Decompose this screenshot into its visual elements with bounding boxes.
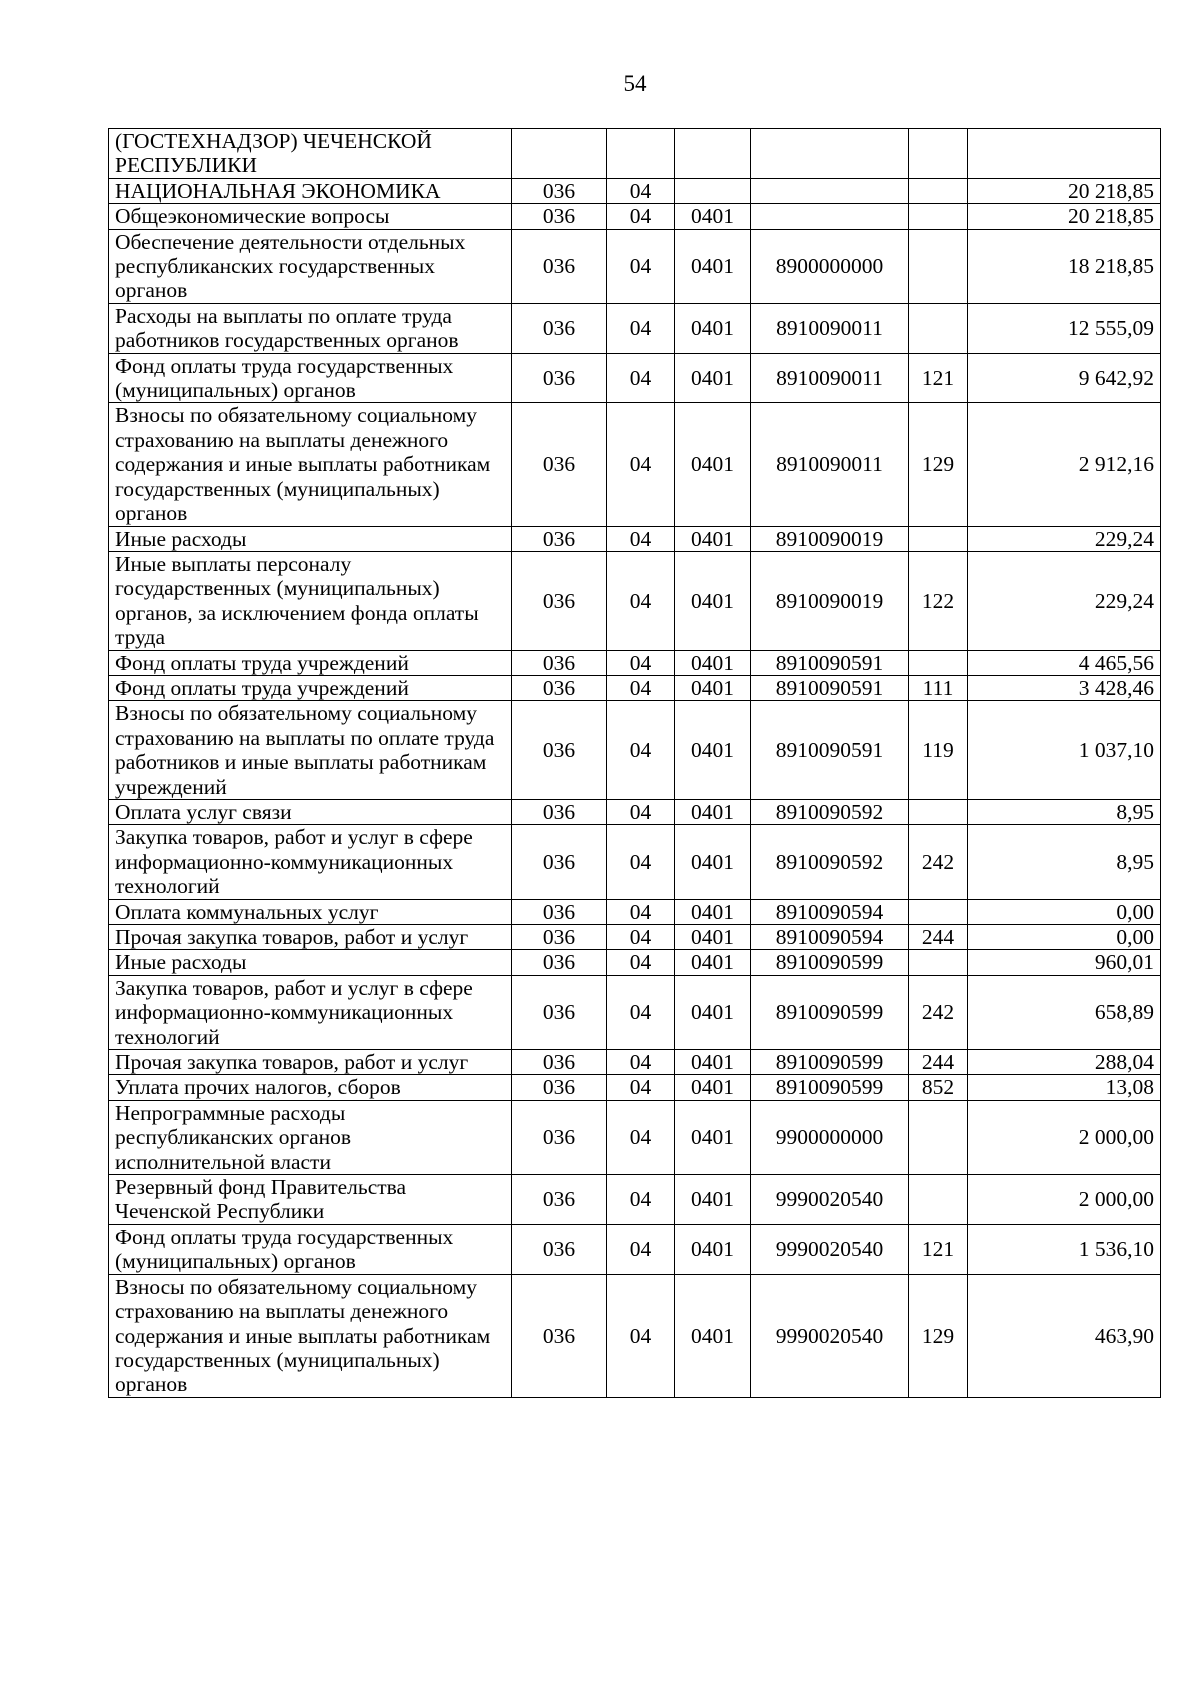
amount-cell: 229,24 — [968, 551, 1161, 650]
expense-type-cell — [909, 1175, 968, 1225]
target-article-cell: 9900000000 — [751, 1100, 909, 1174]
subsection-code-cell: 0401 — [675, 899, 751, 924]
section-code-cell: 04 — [607, 551, 675, 650]
ved-code-cell: 036 — [512, 353, 607, 403]
amount-cell: 0,00 — [968, 899, 1161, 924]
expense-type-cell: 111 — [909, 675, 968, 700]
target-article-cell: 8910090592 — [751, 825, 909, 899]
row-name-cell: Общеэкономические вопросы — [109, 204, 512, 229]
expense-type-cell — [909, 1100, 968, 1174]
section-code-cell: 04 — [607, 975, 675, 1049]
ved-code-cell: 036 — [512, 825, 607, 899]
table-row — [109, 1224, 1161, 1274]
subsection-code-cell: 0401 — [675, 204, 751, 229]
row-name-cell: Иные расходы — [109, 950, 512, 975]
section-code-cell: 04 — [607, 178, 675, 203]
row-name-cell: Оплата услуг связи — [109, 799, 512, 824]
subsection-code-cell: 0401 — [675, 303, 751, 353]
subsection-code-cell: 0401 — [675, 1100, 751, 1174]
table-row — [109, 701, 1161, 800]
expense-type-cell — [909, 899, 968, 924]
table-row — [109, 178, 1161, 203]
target-article-cell: 8910090599 — [751, 950, 909, 975]
expense-type-cell — [909, 950, 968, 975]
table-row — [109, 229, 1161, 303]
section-code-cell: 04 — [607, 353, 675, 403]
section-code-cell: 04 — [607, 204, 675, 229]
target-article-cell: 8910090011 — [751, 303, 909, 353]
expense-type-cell — [909, 650, 968, 675]
section-code-cell: 04 — [607, 799, 675, 824]
section-code-cell: 04 — [607, 650, 675, 675]
ved-code-cell: 036 — [512, 1175, 607, 1225]
row-name-cell: НАЦИОНАЛЬНАЯ ЭКОНОМИКА — [109, 178, 512, 203]
table-row — [109, 1175, 1161, 1225]
expense-type-cell: 122 — [909, 551, 968, 650]
table-row — [109, 975, 1161, 1049]
row-name-cell: Взносы по обязательному социальному страхованию на выплаты денежного содержания и иные выплаты работникам государственных (муниципальных) органов — [109, 1274, 512, 1397]
row-name-cell: Иные расходы — [109, 526, 512, 551]
expense-type-cell — [909, 178, 968, 203]
subsection-code-cell: 0401 — [675, 701, 751, 800]
table-row — [109, 403, 1161, 526]
section-code-cell: 04 — [607, 950, 675, 975]
ved-code-cell: 036 — [512, 675, 607, 700]
subsection-code-cell: 0401 — [675, 1274, 751, 1397]
row-name-cell: Расходы на выплаты по оплате труда работников государственных органов — [109, 303, 512, 353]
expense-type-cell: 119 — [909, 701, 968, 800]
amount-cell: 20 218,85 — [968, 178, 1161, 203]
subsection-code-cell: 0401 — [675, 825, 751, 899]
table-row — [109, 353, 1161, 403]
ved-code-cell: 036 — [512, 204, 607, 229]
amount-cell: 463,90 — [968, 1274, 1161, 1397]
target-article-cell — [751, 204, 909, 229]
ved-code-cell: 036 — [512, 799, 607, 824]
target-article-cell: 8910090011 — [751, 403, 909, 526]
ved-code-cell: 036 — [512, 1224, 607, 1274]
target-article-cell — [751, 178, 909, 203]
amount-cell: 1 037,10 — [968, 701, 1161, 800]
subsection-code-cell: 0401 — [675, 1224, 751, 1274]
section-code-cell: 04 — [607, 825, 675, 899]
section-code-cell: 04 — [607, 701, 675, 800]
expense-type-cell: 121 — [909, 353, 968, 403]
amount-cell: 288,04 — [968, 1050, 1161, 1075]
table-row — [109, 303, 1161, 353]
expense-type-cell: 244 — [909, 925, 968, 950]
target-article-cell: 8910090599 — [751, 1050, 909, 1075]
section-code-cell: 04 — [607, 229, 675, 303]
expense-type-cell: 242 — [909, 975, 968, 1049]
row-name-cell: Прочая закупка товаров, работ и услуг — [109, 925, 512, 950]
amount-cell: 8,95 — [968, 825, 1161, 899]
target-article-cell: 8900000000 — [751, 229, 909, 303]
amount-cell: 18 218,85 — [968, 229, 1161, 303]
subsection-code-cell: 0401 — [675, 925, 751, 950]
section-code-cell: 04 — [607, 675, 675, 700]
amount-cell: 2 912,16 — [968, 403, 1161, 526]
table-row — [109, 1075, 1161, 1100]
ved-code-cell: 036 — [512, 899, 607, 924]
target-article-cell: 9990020540 — [751, 1175, 909, 1225]
expense-type-cell — [909, 204, 968, 229]
row-name-cell: Фонд оплаты труда государственных (муниципальных) органов — [109, 1224, 512, 1274]
section-code-cell: 04 — [607, 1274, 675, 1397]
amount-cell: 13,08 — [968, 1075, 1161, 1100]
row-name-cell: Непрограммные расходы республиканских органов исполнительной власти — [109, 1100, 512, 1174]
amount-cell: 0,00 — [968, 925, 1161, 950]
amount-cell: 960,01 — [968, 950, 1161, 975]
row-name-cell: Взносы по обязательному социальному страхованию на выплаты по оплате труда работников и иные выплаты работникам учреждений — [109, 701, 512, 800]
section-code-cell: 04 — [607, 303, 675, 353]
ved-code-cell: 036 — [512, 650, 607, 675]
subsection-code-cell: 0401 — [675, 950, 751, 975]
ved-code-cell: 036 — [512, 229, 607, 303]
section-code-cell: 04 — [607, 925, 675, 950]
amount-cell: 12 555,09 — [968, 303, 1161, 353]
expense-type-cell — [909, 229, 968, 303]
subsection-code-cell: 0401 — [675, 1175, 751, 1225]
table-row — [109, 526, 1161, 551]
subsection-code-cell: 0401 — [675, 675, 751, 700]
table-row — [109, 551, 1161, 650]
expense-type-cell — [909, 129, 968, 179]
amount-cell: 4 465,56 — [968, 650, 1161, 675]
expense-type-cell: 244 — [909, 1050, 968, 1075]
table-row — [109, 825, 1161, 899]
table-row — [109, 1100, 1161, 1174]
amount-cell: 229,24 — [968, 526, 1161, 551]
target-article-cell: 8910090594 — [751, 925, 909, 950]
ved-code-cell: 036 — [512, 551, 607, 650]
subsection-code-cell: 0401 — [675, 403, 751, 526]
expense-type-cell: 129 — [909, 403, 968, 526]
section-code-cell: 04 — [607, 526, 675, 551]
subsection-code-cell: 0401 — [675, 229, 751, 303]
ved-code-cell: 036 — [512, 1050, 607, 1075]
expense-type-cell: 852 — [909, 1075, 968, 1100]
target-article-cell: 9990020540 — [751, 1224, 909, 1274]
expense-type-cell — [909, 526, 968, 551]
ved-code-cell: 036 — [512, 303, 607, 353]
expense-type-cell: 129 — [909, 1274, 968, 1397]
target-article-cell: 8910090592 — [751, 799, 909, 824]
target-article-cell: 8910090019 — [751, 526, 909, 551]
row-name-cell: Резервный фонд Правительства Чеченской Республики — [109, 1175, 512, 1225]
table-row — [109, 129, 1161, 179]
amount-cell: 2 000,00 — [968, 1175, 1161, 1225]
section-code-cell: 04 — [607, 1224, 675, 1274]
page-number: 54 — [623, 71, 647, 96]
target-article-cell: 9990020540 — [751, 1274, 909, 1397]
target-article-cell — [751, 129, 909, 179]
ved-code-cell: 036 — [512, 975, 607, 1049]
row-name-cell: Уплата прочих налогов, сборов — [109, 1075, 512, 1100]
amount-cell: 20 218,85 — [968, 204, 1161, 229]
target-article-cell: 8910090591 — [751, 701, 909, 800]
subsection-code-cell: 0401 — [675, 799, 751, 824]
expense-type-cell — [909, 303, 968, 353]
row-name-cell: (ГОСТЕХНАДЗОР) ЧЕЧЕНСКОЙ РЕСПУБЛИКИ — [109, 129, 512, 179]
ved-code-cell — [512, 129, 607, 179]
target-article-cell: 8910090594 — [751, 899, 909, 924]
row-name-cell: Оплата коммунальных услуг — [109, 899, 512, 924]
amount-cell: 2 000,00 — [968, 1100, 1161, 1174]
section-code-cell: 04 — [607, 403, 675, 526]
section-code-cell: 04 — [607, 899, 675, 924]
row-name-cell: Иные выплаты персоналу государственных (муниципальных) органов, за исключением фонда оплаты труда — [109, 551, 512, 650]
table-row — [109, 899, 1161, 924]
target-article-cell: 8910090591 — [751, 650, 909, 675]
ved-code-cell: 036 — [512, 1274, 607, 1397]
section-code-cell: 04 — [607, 1050, 675, 1075]
expense-type-cell — [909, 799, 968, 824]
row-name-cell: Закупка товаров, работ и услуг в сфере информационно-коммуникационных технологий — [109, 825, 512, 899]
amount-cell: 9 642,92 — [968, 353, 1161, 403]
subsection-code-cell — [675, 129, 751, 179]
amount-cell: 8,95 — [968, 799, 1161, 824]
target-article-cell: 8910090019 — [751, 551, 909, 650]
table-row — [109, 204, 1161, 229]
subsection-code-cell — [675, 178, 751, 203]
budget-table — [108, 128, 1161, 1398]
subsection-code-cell: 0401 — [675, 1075, 751, 1100]
target-article-cell: 8910090011 — [751, 353, 909, 403]
expense-type-cell: 242 — [909, 825, 968, 899]
ved-code-cell: 036 — [512, 1100, 607, 1174]
row-name-cell: Обеспечение деятельности отдельных республиканских государственных органов — [109, 229, 512, 303]
section-code-cell: 04 — [607, 1175, 675, 1225]
row-name-cell: Фонд оплаты труда государственных (муниципальных) органов — [109, 353, 512, 403]
table-row — [109, 925, 1161, 950]
row-name-cell: Взносы по обязательному социальному страхованию на выплаты денежного содержания и иные выплаты работникам государственных (муниципальных) органов — [109, 403, 512, 526]
subsection-code-cell: 0401 — [675, 526, 751, 551]
ved-code-cell: 036 — [512, 925, 607, 950]
table-row — [109, 650, 1161, 675]
table-row — [109, 799, 1161, 824]
section-code-cell: 04 — [607, 1075, 675, 1100]
row-name-cell: Закупка товаров, работ и услуг в сфере информационно-коммуникационных технологий — [109, 975, 512, 1049]
subsection-code-cell: 0401 — [675, 650, 751, 675]
table-row — [109, 1274, 1161, 1397]
ved-code-cell: 036 — [512, 701, 607, 800]
ved-code-cell: 036 — [512, 403, 607, 526]
table-row — [109, 675, 1161, 700]
subsection-code-cell: 0401 — [675, 551, 751, 650]
section-code-cell — [607, 129, 675, 179]
target-article-cell: 8910090591 — [751, 675, 909, 700]
amount-cell: 658,89 — [968, 975, 1161, 1049]
target-article-cell: 8910090599 — [751, 1075, 909, 1100]
table-row — [109, 1050, 1161, 1075]
ved-code-cell: 036 — [512, 1075, 607, 1100]
amount-cell: 3 428,46 — [968, 675, 1161, 700]
target-article-cell: 8910090599 — [751, 975, 909, 1049]
row-name-cell: Фонд оплаты труда учреждений — [109, 650, 512, 675]
ved-code-cell: 036 — [512, 950, 607, 975]
subsection-code-cell: 0401 — [675, 975, 751, 1049]
ved-code-cell: 036 — [512, 178, 607, 203]
row-name-cell: Прочая закупка товаров, работ и услуг — [109, 1050, 512, 1075]
table-row — [109, 950, 1161, 975]
amount-cell: 1 536,10 — [968, 1224, 1161, 1274]
subsection-code-cell: 0401 — [675, 353, 751, 403]
subsection-code-cell: 0401 — [675, 1050, 751, 1075]
section-code-cell: 04 — [607, 1100, 675, 1174]
expense-type-cell: 121 — [909, 1224, 968, 1274]
ved-code-cell: 036 — [512, 526, 607, 551]
amount-cell — [968, 129, 1161, 179]
row-name-cell: Фонд оплаты труда учреждений — [109, 675, 512, 700]
